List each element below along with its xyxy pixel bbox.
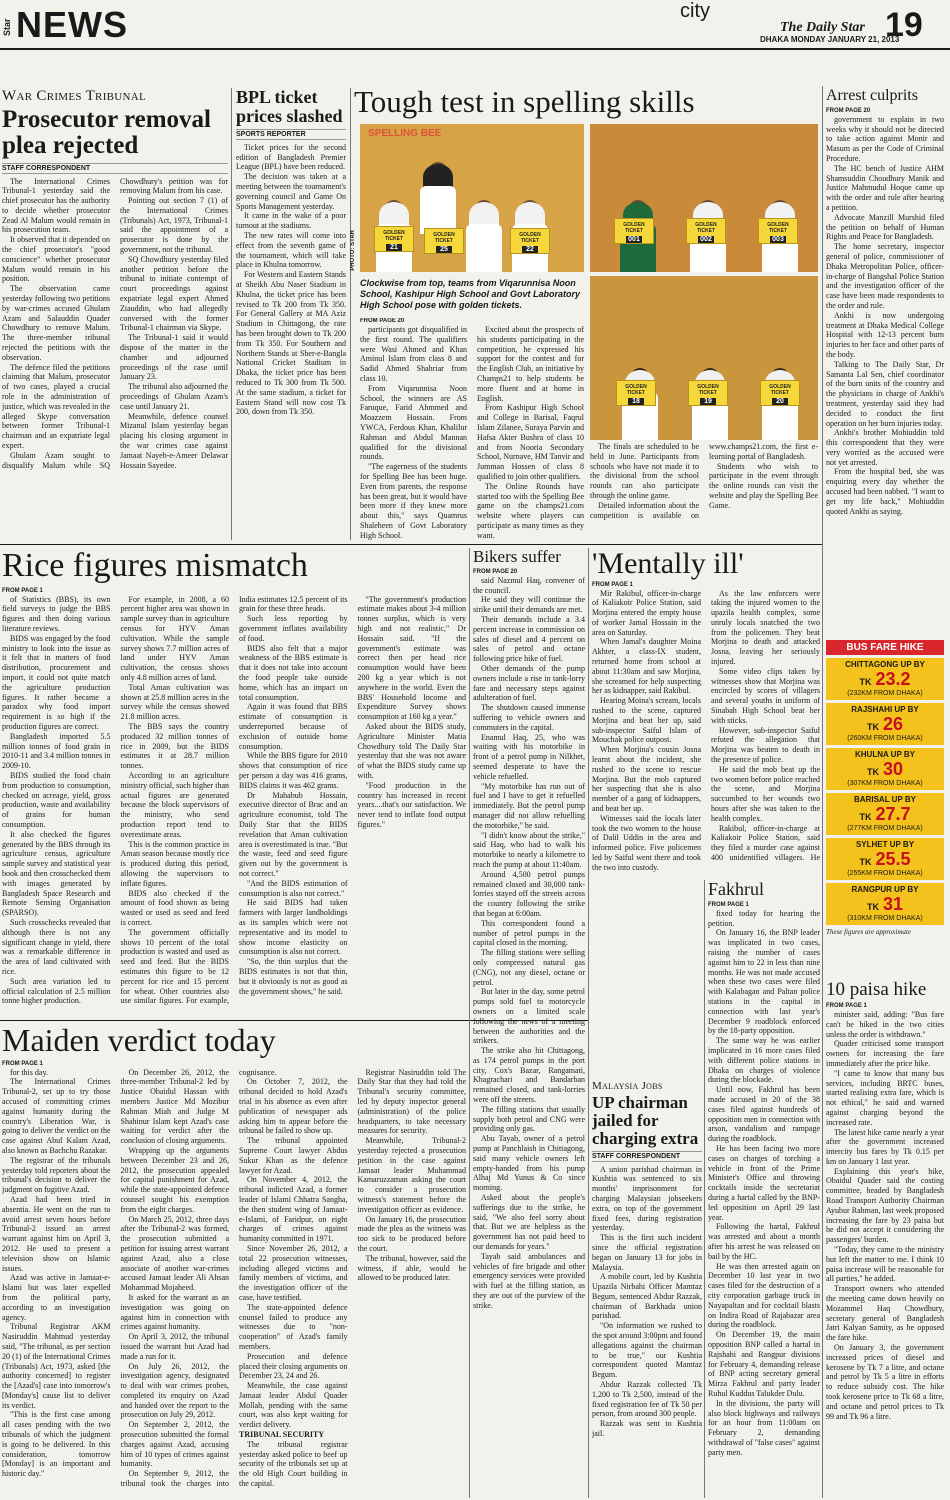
paragraph: Abu Tayab, owner of a petrol pump at Panchlaish in Chittagong, said many vehicle owners left empty-handed from his pump Alhaj Md Yunus & Co since morning. <box>473 1134 585 1193</box>
paragraph: On January 16, the prosecution made the plea as the witness was too sick to be produced before the court. <box>357 1214 466 1253</box>
paragraph: "I didn't know about the strike," said Haq, who had to walk his motorbike to nearly a kilometre to reach the pump at about 11:40am. <box>473 830 585 869</box>
headline: 10 paisa hike <box>826 980 927 1000</box>
star-label: Star <box>2 18 12 36</box>
paragraph: said Nazmul Haq, convener of the council. <box>473 575 585 595</box>
continued-from: FROM PAGE 1 <box>2 587 43 594</box>
paragraph: A mobile court, led by Kushtia Upazila Nirbahi Officer Mamtaz Begum, sentenced Abdur Razzak, chairman of Barkhada union parishad. <box>592 1272 702 1321</box>
paragraph: On November 4, 2012, the tribunal indicted Azad, a former leader of Islami Chhatra Sangha, the then student wing of Jamaat-e-Islami, of Faridpur, on eight charges of crimes against humanity committed in 1971. <box>239 1175 348 1244</box>
golden-ticket <box>688 380 728 406</box>
paragraph: Quader criticised some transport owners for increasing the fare immediately after the price hike. <box>826 1039 944 1068</box>
paragraph: It also checked the figures generated by the BBS through its agriculture census, agriculture sample survey and statistical year book and then crosschecked them with images generated by Bangladesh Space Research and Remote Sensing Organisation (SPARSO). <box>2 829 111 918</box>
paragraph: Advocate Manzill Murshid filed the petition on behalf of Human Rights and Peace for Bangladesh. <box>826 212 944 242</box>
fare-row <box>826 703 944 745</box>
paragraph: He has been facing two more cases on charges of torching a vehicle in front of the Prime Minister's Office and throwing cocktails inside the secretariat during a hartal called by the BNP-led opposition on April 29 last year. <box>708 1144 820 1222</box>
fare-city: BARISAL UP BY <box>854 795 916 804</box>
masthead-rule <box>0 48 950 50</box>
golden-ticket <box>614 218 654 244</box>
paragraph: Until now, Fakhrul has been made accused in 20 of the 38 cases filed against hundreds of opposition men in connection with arson, vandalism and rampage during the roadblock. <box>708 1085 820 1144</box>
headline: Tough test in spelling skills <box>354 86 695 119</box>
paragraph: On July 26, 2012, the investigation agency, designated to deal with war crimes probes, completed its enquiry on Azad and handed over the report to the prosecution on July 29, 2012. <box>120 1361 229 1420</box>
byline: SPORTS REPORTER <box>236 129 346 140</box>
student-figure <box>420 162 456 272</box>
paragraph: The finals are scheduled to be held in June. Participants from schools who have not made it to the divisional from the school rounds can also participate through the online game. <box>590 442 699 500</box>
paragraph: Asked about the BIDS study, Agriculture Minister Matia Chowdhury told The Daily Star yesterday that she was not aware of what the BIDS study came up with. <box>357 722 466 781</box>
paragraph: BIDS was engaged by the food ministry to look into the issue as it felt that in matters of food distribution, procurement and import, it could not quite match the agriculture production figures. It rather became a paradox why food import requirement is so high if the production figures are correct. <box>2 633 111 732</box>
article-body <box>360 325 584 540</box>
paragraph: Registrar Nasiruddin told The Daily Star that they had told the Tribunal's security committee, led by deputy inspector general (administration) of the police headquarters, to take necessary measures for security. <box>357 1067 466 1136</box>
paragraph: It observed that it depended on the chief prosecutor's "good conscience" whether prosecutor Malum would remain in his position. <box>2 235 110 284</box>
golden-ticket <box>616 380 656 406</box>
paragraph: minister said, adding: "Bus fare can't be hiked in the two cities unless the order is withdrawn." <box>826 1009 944 1039</box>
paragraph: Around 4,500 petrol pumps remained closed and 30,000 tank-lorries stayed off the streets across the country following the strike that began at 6:00am. <box>473 869 585 918</box>
paragraph: Ankhi's brother Mohiuddin told this correspondent that they were very worried as the accused were not yet arrested. <box>826 428 944 467</box>
paragraph: On April 3, 2012, the tribunal issued the warrant but Azad had made a run for it. <box>120 1332 229 1361</box>
paragraph: The defence filed the petitions claiming that Malum, prosecutor of two cases, played a crucial role in the administration of justice, which was revealed in the alleged Skype conversation between former Tribunal-1 chairman and an expatriate legal expert. <box>2 362 110 451</box>
paragraph: On December 19, the main opposition BNP called a hartal in Rajshahi and Rangpur divisions for February 4, demanding release of BNP acting secretary general Mirza Fakhrul and party leader Ruhul Kuddus Talukder Dulu. <box>708 1330 820 1398</box>
paragraph: The observation came yesterday following two petitions by war-crimes accused Ghulam Azam and Salauddin Quader Chowdhury to remove Malum. The three-member tribunal rejected the petitions with the observation. <box>2 284 110 362</box>
article-body <box>826 1010 944 1421</box>
fare-currency: TK <box>866 902 879 912</box>
masthead <box>0 0 950 50</box>
paragraph: The shutdown caused immense suffering to vehicle owners and commuters in the capital. <box>473 703 585 732</box>
paragraph: As the law enforcers were taking the injured women to the upazila health complex, some unruly locals snatched the two from the policemen. They beat Morjina to death and attacked Josna, leaving her seriously injured. <box>711 588 820 667</box>
paragraph: The filling stations were selling only compressed natural gas (CNG), not any diesel, octane or petrol. <box>473 948 585 987</box>
article-bpl <box>236 88 346 540</box>
paragraph: Excited about the prospects of his students participating in the competition, he expressed his support for the contest and for the English Club, an initiative by Champs21 to help students be more fluent and at home in English. <box>477 325 584 403</box>
paragraph: The strike also hit Chittagong, as 174 petrol pumps in the port city, Cox's Bazar, Rangamati, Khagrachari and Bandarban remained closed, and tank-lorries were off the streets. <box>473 1046 585 1105</box>
article-body <box>592 1165 702 1439</box>
article-body <box>590 442 818 520</box>
paragraph: The tribunal appointed Supreme Court lawyer Abdus Sukur Khan as the defence lawyer for Azad. <box>239 1136 348 1175</box>
paper-logo: The Daily Star <box>780 20 865 35</box>
ticket-number: 002 <box>698 236 714 243</box>
fare-distance: (307KM FROM DHAKA) <box>847 780 923 787</box>
paragraph: The filling stations that usually supply both petrol and CNG were providing only gas. <box>473 1104 585 1134</box>
column-divider <box>588 548 589 1498</box>
continued-from: FROM PAGE 20 <box>473 568 518 575</box>
paragraph: Rakibul, officer-in-charge at Kaliakoir Police Station, said they filed a murder case against 400 unidentified villagers. He <box>711 823 820 863</box>
fare-city: KHULNA UP BY <box>854 750 915 759</box>
ticket-label: GOLDEN TICKET <box>769 384 791 396</box>
paragraph: Following the hartal, Fakhrul was arrested and about a month after his arrest he was released on bail by the HC. <box>708 1222 820 1261</box>
paragraph: Ticket prices for the second edition of Bangladesh Premier League (BPL) have been reduced. <box>236 142 346 172</box>
ticket-label: GOLDEN TICKET <box>697 384 719 396</box>
headline: Rice figures mismatch <box>2 548 308 584</box>
paragraph: Wrapping up the arguments between December 23 and 26, 2012, the prosecution appealed for capital punishment for Azad, while the state-appointed defence counsel sought his exemption from the eight charges. <box>120 1145 229 1214</box>
paragraph: The International Crimes Tribunal-2, set up to try those accused of committing crimes against humanity during the country's Liberation War, is going to deliver the verdict on the case against Abul Kalam Azad, also known as Bachchu Razakar. <box>2 1077 111 1155</box>
paragraph: "And the BIDS estimation of consumption is also not correct." <box>239 878 348 898</box>
ticket-number: 20 <box>772 398 788 405</box>
golden-ticket <box>758 218 798 244</box>
paragraph: The home secretary, inspector general of police, commissioner of Dhaka Metropolitan Police, officer-in-charge of Bangshal Police Station and the investigation officer of the case have been made respondents to the order and rule. <box>826 242 944 310</box>
paragraph: Dr Mahabub Hossain, executive director of Brac and an agriculture economist, told The Daily Star that the BIDS revelation that Aman cultivation area is overestimated is true. "But the waste, feed and seed figure given out by the government is not correct." <box>239 790 348 878</box>
paragraph: Some video clips taken by witnesses show that Morjina was encircled by scores of villagers and several youths in uniform of Sinabah High School beat her with sticks. <box>711 666 820 725</box>
ticket-number: 18 <box>628 398 644 405</box>
fare-distance: (277KM FROM DHAKA) <box>847 825 923 832</box>
paragraph: But later in the day, some petrol pumps sold fuel to motorcycle owners on a limited scale following the news of a meeting between the authorities and the strikers. <box>473 987 585 1046</box>
paragraph: "I came to know that many bus services, including BRTC buses, started realising extra fare, which is not ethical," he said and warned against charging beyond the increased rate. <box>826 1068 944 1127</box>
fare-distance: (232KM FROM DHAKA) <box>847 690 923 697</box>
paragraph: Explaining this year's hike, Obaidul Quader said the costing committee, headed by Bangladesh Road Transport Authority Chairman Ayubur Rahman, last week proposed increasing the fare by 23 paisa but he did not accept it considering the passengers' burden. <box>826 1166 944 1245</box>
article-body <box>473 576 585 1311</box>
page-number: 19 <box>885 6 923 44</box>
paragraph: Enamul Haq, 25, who was waiting with his motorbike in front of a petrol pump in Nilkhet, seemed desperate to have the vehicle refuelled. <box>473 732 585 781</box>
column-divider <box>822 86 823 1498</box>
paragraph: The tribunal registrar yesterday asked police to beef up security of the tribunals set up at the old High Court building in the capital. <box>239 1439 348 1489</box>
paragraph: "So, the thin surplus that the BIDS estimates is not that thin, but it obviously is not as good as the government shows," he said. <box>239 957 348 996</box>
fare-amount: 26 <box>882 714 904 734</box>
byline: STAFF CORRESPONDENT <box>592 1151 702 1162</box>
paragraph: In the divisions, the party will also block highways and railways for an hour from 11:00am on February 2, demanding withdrawal of "false cases" against party men. <box>708 1398 820 1457</box>
paragraph: Mir Rakibul, officer-in-charge of Kaliakoir Police Station, said Morjina entered the empty house of worker Jamal Hossain in the area on Saturday. <box>592 588 701 637</box>
fare-currency: TK <box>866 767 879 777</box>
paragraph: Bangladesh imported 5.5 million tonnes of food grain in 2010-11 and 3.4 million tonnes in 2009-10. <box>2 731 111 771</box>
fare-city: SYLHET UP BY <box>855 840 915 849</box>
paragraph: "Today, they came to the ministry but left the matter to me. I think 10 paisa increase will be reasonable for all parties," he added. <box>826 1245 944 1284</box>
fare-row <box>826 838 944 880</box>
paragraph: Abdur Razzak collected Tk 1,200 to Tk 2,500, instead of the fixed registration fee of Tk 50 per person, from around 300 people. <box>592 1380 702 1419</box>
fare-city: CHITTAGONG UP BY <box>845 660 925 669</box>
fare-amount: 30 <box>882 759 904 779</box>
paragraph: Other demands of the pump owners include a rise in tank-lorry fare and necessary steps against adulteration of fuel. <box>473 664 585 703</box>
paragraph: Tayab said ambulances and vehicles of fire brigade and other emergency services were provided with fuel at the filling station, as they are out of the purview of the strike. <box>473 1251 585 1310</box>
photo-viqarunnisa-team <box>360 124 584 272</box>
article-maiden-verdict <box>2 1024 466 1498</box>
photo-banner: SPELLING BEE <box>368 128 442 139</box>
ticket-number: 19 <box>700 398 716 405</box>
paragraph: Prosecution and defence placed their closing arguments on December 23, 24 and 26. <box>239 1351 348 1381</box>
paragraph: Ghulam Azam sought to disqualify Malum while SQ Chowdhury's petition was for removing Malum from his case. <box>2 176 228 470</box>
headline: Bikers suffer <box>473 548 561 566</box>
paragraph: The HC bench of Justice AHM Shamsuddin Choudhury Manik and Justice Mahmudul Hoque came up with the order and rule after hearing a petition. <box>826 163 944 212</box>
paragraph: On March 25, 2012, three days after the Tribunal-2 was formed, the prosecution submitted a petition for issuing arrest warrant against Azad, also a close associate of another war-crimes accused Jamaat leader Ali Ahsan Mohammad Mojaheed. <box>120 1214 229 1293</box>
paragraph: Witnesses said the locals later took the two women to the house of Dalil Uddin in the area and informed police. Five policemen led by Saiful went there and took the two into custody. <box>592 813 701 872</box>
paragraph: When Morjina's cousin Josna learnt about the incident, she rushed to the scene to rescue Morjina. But the mob captured her suspecting that she is also member of a gang of kidnappers, and beat her up. <box>592 745 701 814</box>
paragraph: "On information we rushed to the spot around 3:00pm and found allegations against the chairman to be true," our Kushtia correspondent quoted Mamtaz Begum. <box>592 1321 702 1380</box>
paragraph: Since November 26, 2012, a total 22 prosecution witnesses, including alleged victims and family members of victims, and the investigation officer of the case, have testified. <box>239 1243 348 1302</box>
ticket-number: 001 <box>626 236 642 243</box>
paragraph: Talking to The Daily Star, Dr Samanta Lal Sen, chief coordinator of the burn units of the country and the physicians in charge of Ankhi's treatment, yesterday said they had decided to conduct the first operation on her burn injuries today. <box>826 359 944 428</box>
ticket-label: GOLDEN TICKET <box>625 384 647 396</box>
fare-currency: TK <box>859 812 872 822</box>
fare-row <box>826 658 944 700</box>
paragraph: The tribunal also adjourned the proceedings of Ghulam Azam's case until January 21. <box>120 382 228 411</box>
fare-amount: 23.2 <box>875 669 911 689</box>
paragraph: The tribunal, however, said the witness, if able, would be allowed to be produced later. <box>357 1253 466 1283</box>
continued-from: FROM PAGE 20 <box>360 318 405 324</box>
column-divider <box>704 880 705 1498</box>
paragraph: SQ Chowdhury yesterday filed another petition before the tribunal to initiate contempt of court proceedings against expatriate legal expert Ahmed Ziauddin, who had allegedly conversed with the former Tribunal-1 chairman via Skype. <box>120 254 228 333</box>
fare-row <box>826 748 944 790</box>
paragraph: BIDS studied the food chain from production to consumption, checked on acreage, yield, gross production, waste and availability of grains for human consumption. <box>2 771 111 830</box>
column-divider <box>231 88 232 540</box>
paragraph: On January 3, the government increased prices of diesel and kerosene by Tk 7 a litre, and octane and petrol by Tk 5 a litre in efforts to reduce subsidy cost. The hike took kerosene price to Tk 68 a litre, and octane and petrol prices to Tk 99 and Tk 96 a litre. <box>826 1343 944 1421</box>
section-rule <box>0 544 822 545</box>
section-category: city <box>680 0 710 22</box>
ticket-number: 003 <box>770 236 786 243</box>
fare-currency: TK <box>866 722 879 732</box>
fare-city: RAJSHAHI UP BY <box>851 705 919 714</box>
byline: STAFF CORRESPONDENT <box>2 163 228 174</box>
article-body <box>826 115 944 517</box>
headline: 'Mentally ill' <box>592 548 744 580</box>
paragraph: Azad was active in Jamaat-e-Islami but was later expelled from the political party, according to an investigation agency. <box>2 1273 111 1322</box>
ticket-number: 22 <box>522 246 538 253</box>
ticket-label: GOLDEN TICKET <box>433 232 455 244</box>
fare-city: RANGPUR UP BY <box>851 885 919 894</box>
paragraph: While the BBS figure for 2010 shows that consumption of rice per person a day was 416 grams, BIDS claims it was 462 grams. <box>239 751 348 790</box>
paragraph: He said BIDS had taken farmers with larger landholdings as its samples which were not representative and its model to show income elasticity on consumption is also not correct. <box>239 898 348 957</box>
ticket-label: GOLDEN TICKET <box>767 222 789 234</box>
paragraph: Such area variation led to official calculation of 2.5 million tonne higher production. <box>2 976 111 1006</box>
paragraph: The same way he was earlier implicated in 16 more cases filed with different police stations in Dhaka on charges of violence during the blockade. <box>708 1036 820 1085</box>
paragraph: Such less reporting by government inflates availability of food. <box>239 614 348 643</box>
ticket-label: GOLDEN TICKET <box>695 222 717 234</box>
continued-from: FROM PAGE 1 <box>2 1060 43 1067</box>
paragraph: The International Crimes Tribunal-1 yesterday said the chief prosecutor has the authority to decide whether prosecutor Zead Al Malum would remain in his prosecution team. <box>2 176 110 235</box>
golden-ticket <box>374 226 414 252</box>
paragraph: Tribunal Registrar AKM Nasiruddin Mahmud yesterday said, "The tribunal, as per section 20 (1) of the International Crimes (Tribunals) Act, 1973, asked [the authority concerned] to register the [Azad's] case into tomorrow's [Monday's] cause list to deliver its verdict. <box>2 1322 111 1410</box>
paragraph: This is the common practice in Aman season because mostly rice is produced during this period, allowing the supervisors to inflate figures. <box>120 839 229 888</box>
paragraph: He was then arrested again on December 10 last year in two cases filed for the destruction of a city corporation garbage truck in Nayapaltan and for cocktail blasts on Indira Road of Rajabazar area during the roadblock. <box>708 1261 820 1330</box>
article-bikers <box>473 548 585 1498</box>
paragraph: "Food production in the country has increased in recent years....that's our satisfaction. We never tend to inflate food output figures." <box>357 780 466 830</box>
article-body <box>592 589 820 879</box>
headline: Fakhrul <box>708 880 764 899</box>
article-body <box>2 595 466 1015</box>
paragraph: On September 9, 2012, the tribunal took the charges into cognisance. <box>120 1067 277 1489</box>
fare-row <box>826 883 944 925</box>
golden-ticket <box>424 228 464 254</box>
photo-credit: PHOTO: STAR <box>350 230 356 271</box>
paragraph: The Online Rounds have started too with the Spelling Bee game on the champs21.com website where players can participate as many times as they want. <box>477 481 584 540</box>
paragraph: Detailed information about the competition is available on www.champs21.com, the first e-learning portal of Bangladesh. <box>590 442 818 520</box>
article-spelling-left <box>360 318 584 540</box>
ticket-label: GOLDEN TICKET <box>519 232 541 244</box>
paragraph: On October 7, 2012, the tribunal decided to hold Azad's trial in his absence as even after publication of newspaper ads asking him to appear before the tribunal he failed to show up. <box>239 1077 348 1136</box>
paragraph: Students who wish to participate in the event through the online rounds can visit the website and play the Spelling Bee Game. <box>709 461 818 510</box>
headline: Prosecutor removal plea rejected <box>2 106 211 160</box>
paragraph: Meanwhile, Tribunal-2 yesterday rejected a prosecution petition in the case against Jamaat leader Muhammad Kamaruzzaman asking the court to consider a prosecution witness's statement before the investigation officer as evidence. <box>357 1136 466 1214</box>
article-spelling-right <box>590 442 818 540</box>
article-malaysia <box>592 1080 702 1498</box>
ticket-number: 21 <box>386 244 402 251</box>
paragraph: The BBS says the country produced 32 million tonnes of rice in 2009, but the BIDS estimates it at 28.7 million tonnes. <box>120 722 229 771</box>
paragraph: From Viqarunnisa Noon School, the winners are AS Faruque, Farid Ahmmed and Moazzem Hossain. From YWCA, Ferdous Khan, Khalilur Rahman and Abdul Mannan qualified for the divisional rounds. <box>360 383 467 462</box>
paragraph: The Tribunal-1 said it would dispose of the matter in the chamber and adjourned proceedings of the case until January 23. <box>120 333 228 382</box>
student-figure <box>466 200 502 272</box>
paragraph: On January 16, the BNP leader was implicated in two cases, raising the number of cases against him to 22 in less than nine months. He was not made accused when these two cases were filed with Kalabagan and Paltan police stations in the capital in connection with last year's December 9 roadblock enforced by the 18-party opposition. <box>708 928 820 1036</box>
fare-note: These figures are approximate <box>826 928 911 936</box>
paragraph: BIDS also felt that a major weakness of the BBS estimate is that it does not take into account the food people take outside home, which has an impact on total consumption. <box>239 643 348 702</box>
paragraph: The registrar of the tribunals yesterday told reporters about the tribunal's decision to deliver the judgment on fugitive Azad. <box>2 1155 111 1195</box>
headline: BPL ticket prices slashed <box>236 88 343 126</box>
paragraph: This correspondent found a number of petrol pumps in the capital closed in the morning. <box>473 918 585 948</box>
headline: UP chairman jailed for charging extra <box>592 1093 699 1148</box>
headline: Maiden verdict today <box>2 1024 276 1058</box>
kicker: Malaysia Jobs <box>592 1080 663 1092</box>
article-war-crimes <box>2 88 228 540</box>
paragraph: The new rates will come into effect from the seventh game of the tournament, which will take place in Khulna tomorrow. <box>236 230 346 270</box>
continued-from: FROM PAGE 20 <box>826 107 871 114</box>
fare-row <box>826 793 944 835</box>
paragraph: On December 26, 2012, the three-member Tribunal-2 led by Justice Obaidul Hassan with members Justice Md Mozibur Rahman Miah and Judge M Shahinur Islam kept Azad's case waiting for verdict after the conclusion of closing arguments. <box>120 1067 229 1146</box>
article-body <box>708 909 820 1458</box>
bus-fare-box <box>826 640 944 936</box>
fare-distance: (260KM FROM DHAKA) <box>847 735 923 742</box>
fare-distance: (310KM FROM DHAKA) <box>847 915 923 922</box>
article-body <box>2 177 228 471</box>
paragraph: However, sub-inspector Saiful refuted the allegation that Morjina was beaten to death in the presence of police. <box>711 725 820 765</box>
paragraph: The state-appointed defence counsel failed to produce any witnesses due to "non-cooperation" of Azad's family members. <box>239 1302 348 1351</box>
paragraph: Ankhi is now undergoing treatment at Dhaka Medical College Hospital with 12-13 percent burn injuries to her face and other parts of the body. <box>826 310 944 359</box>
fare-amount: 27.7 <box>875 804 911 824</box>
paragraph: Such crosschecks revealed that although there is not any significant change in yield, there was a remarkable difference in the area of land cultivated with rice. <box>2 917 111 976</box>
paragraph: Again it was found that BBS estimate of consumption is underreported because of exclusion of outside home consumption. <box>239 702 348 751</box>
column-divider <box>350 88 351 540</box>
fare-currency: TK <box>859 677 872 687</box>
ticket-number: 25 <box>436 246 452 253</box>
paragraph: Asked about the people's sufferings due to the strike, he said, "We also feel sorry about that. But we are helpless as the government has not paid heed to our demands for years." <box>473 1193 585 1252</box>
photo-kashipur-team <box>590 124 818 272</box>
paragraph: Their demands include a 3.4 percent increase in commission on sales of diesel and 4 percent on sales of petrol and octane following price hike of fuel. <box>473 615 585 664</box>
continued-from: FROM PAGE 1 <box>826 1002 867 1009</box>
paragraph: of Statistics (BBS), its own field surveys to judge the BBS figures and then doing various literature reviews. <box>2 594 111 634</box>
fare-box-title: BUS FARE HIKE <box>826 640 944 655</box>
paragraph: It asked for the warrant as an investigation was going on against him in connection with crimes against humanity. <box>120 1292 229 1332</box>
paragraph: According to an agriculture ministry official, such higher than actual figures are generated because the block supervisors of the ministry, who send production report tend to overestimate areas. <box>120 771 229 839</box>
paragraph: From the hospital bed, she was enquiring every day whether the accused had been nabbed. "I want to get my life back," Mohiuddin quoted Ankhi as saying. <box>826 467 944 516</box>
paragraph: A union parishad chairman in Kushtia was sentenced to six months' imprisonment for charging Malaysian jobseekers extra, on top of the government fixed fees, during registration yesterday. <box>592 1164 702 1233</box>
column-divider <box>469 548 470 1498</box>
paragraph: for this day. <box>10 1067 48 1077</box>
paragraph: On September 2, 2012, the prosecution submitted the formal charges against Azad, accusing him of 10 types of crimes against humanity. <box>120 1420 229 1469</box>
paragraph: Meanwhile, defence counsel Mizanul Islam yesterday began placing his closing argument in the war crimes case against Jamaat Nayeb-e-Ameer Delawar Hossain Sayedee. <box>120 411 228 470</box>
paragraph: Pointing out section 7 (1) of the International Crimes (Tribunals) Act, 1973, Tribunal-1 said the appointment of a prosecutor is done by the government, not the tribunal. <box>120 196 228 255</box>
spelling-headline-box <box>354 86 820 122</box>
paragraph: Total Aman cultivation was shown at 25.8 million acres in the survey while the census showed 21.8 million acres. <box>120 682 229 722</box>
fare-distance: (255KM FROM DHAKA) <box>847 870 923 877</box>
paragraph: The government officially shows 10 percent of the total production is wasted and used as seed and feed. But the BIDS estimates this figure to be 12 percent for rice and 15 percent for wheat. Other countries also use similar figures. For example, India estimates 12.5 percent of its grain for these three heads. <box>120 594 348 1006</box>
paragraph: government to explain in two weeks why it should not be directed to take action against Monir and Masum as per the Code of Criminal Procedure. <box>826 114 944 163</box>
paragraph: From Kashipur High School and College in Barisal, Faqrul Islam Zilanee, Suraya Parvin and Hafsa Akter Bushra of class 10 and from Nooria Secondary School, Nurnave, HM Tanvir and Jumman Hossen of class 8 qualified to join other qualifiers. <box>477 403 584 481</box>
article-arrest <box>826 88 944 636</box>
paragraph: "My motorbike has run out of fuel and I have to get it refuelled immediately. But the petrol pump manager did not allow refuelling the motorbike," he said. <box>473 781 585 830</box>
article-mentally-ill <box>592 548 820 878</box>
article-body <box>2 1068 466 1496</box>
paragraph: It came in the wake of a poor turnout at the stadiums. <box>236 211 346 231</box>
paragraph: "The government's production estimate makes about 3-4 million tonnes surplus, which is very high and not realistic," Dr Hossain said. "If the government's estimate was correct then per head rice consumption would have been 200 kg a year which is not anywhere in the world. Even the BBS' Household Income and Expenditure Survey shows consumption at 160 kg a year." <box>357 594 466 722</box>
paragraph: The decision was taken at a meeting between the tournament's governing council and Game On Sports Management yesterday. <box>236 172 346 211</box>
caption-text: Clockwise from top, teams from Viqarunnisa Noon School, Kashipur High School and Govt Laboratory High School pose with golden tickets. <box>360 278 581 310</box>
paragraph: When Jamal's daughter Moina Akhter, a class-IX student, returned home from school at about 11:30am and saw Morjina, she screamed for help suspecting her as kidnapper, said Rakibul. <box>592 637 701 696</box>
paragraph: fixed today for hearing the petition. <box>708 908 820 928</box>
photo-govt-lab-team <box>590 276 818 440</box>
paragraph: For example, in 2008, a 60 percent higher area was shown in sample survey than in agriculture census for HYV Aman cultivation. While the sample survey shows 7.7 million acres of land under HYV Aman cultivation, the census shows only 4.8 million acres of land. <box>120 594 229 683</box>
continued-from: FROM PAGE 1 <box>592 581 633 588</box>
section-title: NEWS <box>16 4 128 45</box>
paragraph: This is the first such incident since the official registration began on January 13 for jobs in Malaysia. <box>592 1233 702 1272</box>
ticket-label: GOLDEN TICKET <box>623 222 645 234</box>
paragraph: He said they will continue the strike until their demands are met. <box>473 595 585 615</box>
paragraph: participants got disqualified in the first round. The qualifiers were Wasi Ahmed and Khan Aminul Islam from class 8 and Sadid Ahmed Shahriar from class 10. <box>360 325 467 383</box>
fare-amount: 31 <box>882 894 904 914</box>
photo-caption <box>360 278 584 316</box>
subhead: TRIBUNAL SECURITY <box>239 1430 325 1440</box>
paragraph: He said the mob beat up the two women before police reached the scene, and Morjina succumbed to her wounds two hours after she was taken to the health complex. <box>711 764 820 823</box>
paragraph: For Western and Eastern Stands at Sheikh Abu Naser Stadium in Khulna, the ticket price has been revised to Tk 200 from Tk 350. For General Gallery at MA Aziz Stadium in Chittagong, the rate has been brought down to Tk 200 from Tk 350. For Southern and Northern Stands at Sher-e-Bangla National Cricket Stadium in Dhaka, the ticket price has been reduced to Tk 300 from Tk 500. At the same stadium, a ticket for Eastern Stand will now cost Tk 200, down from Tk 350. <box>236 270 346 417</box>
headline: Arrest culprits <box>826 88 918 104</box>
article-body <box>236 143 346 417</box>
paragraph: "The eagerness of the students for Spelling Bee has been huge. Even from parents, the response has been great, but it would have been more if they knew more about this," says Quamrus Shaleheen of Govt Laboratory High School. <box>360 462 467 540</box>
dateline: DHAKA MONDAY JANUARY 21, 2013 <box>760 35 900 44</box>
golden-ticket <box>686 218 726 244</box>
kicker: War Crimes Tribunal <box>2 88 147 104</box>
fare-amount: 25.5 <box>875 849 911 869</box>
paragraph: "This is the first case among all cases pending with the two tribunals of which the judgment is going to be delivered. In this consideration, tomorrow [Monday] is an important and historic day." <box>2 1410 111 1479</box>
paragraph: Hearing Moina's scream, locals rushed to the scene, captured Morjina and beat her up, said sub-inspector Saiful Islam of Mouchak police outpost. <box>592 696 701 745</box>
golden-ticket <box>760 380 800 406</box>
continued-from: FROM PAGE 1 <box>708 901 749 908</box>
paragraph: Meanwhile, the case against Jamaat leader Abdul Quader Mollah, pending with the same court, was also kept waiting for verdict delivery. <box>239 1381 348 1430</box>
paragraph: BIDS also checked if the amount of food shown as being wasted or used as seed and feed is correct. <box>120 888 229 927</box>
fare-currency: TK <box>859 857 872 867</box>
article-paisa-hike <box>826 980 944 1498</box>
ticket-label: GOLDEN TICKET <box>383 230 405 242</box>
article-rice <box>2 548 466 1018</box>
paragraph: Razzak was sent to Kushtia jail. <box>592 1419 702 1439</box>
paragraph: The latest hike came nearly a year after the government increased intercity bus fares by Tk 0.15 per km on January 1 last year. <box>826 1127 944 1166</box>
paragraph: Azad had been tried in absentia. He went on the run to avoid arrest seven hours before Tribunal-2 issued an arrest warrant against him on April 3, 2012. He used to present a television show on Islamic issues. <box>2 1194 111 1273</box>
paragraph: Transport owners who attended the meeting came down heavily on Mozammel Haq Chowdhury, secretary general of Bangladesh Jatri Kalyan Samity, as he opposed the fare hike. <box>826 1284 944 1343</box>
article-fakhrul <box>708 880 820 1498</box>
golden-ticket <box>510 228 550 254</box>
